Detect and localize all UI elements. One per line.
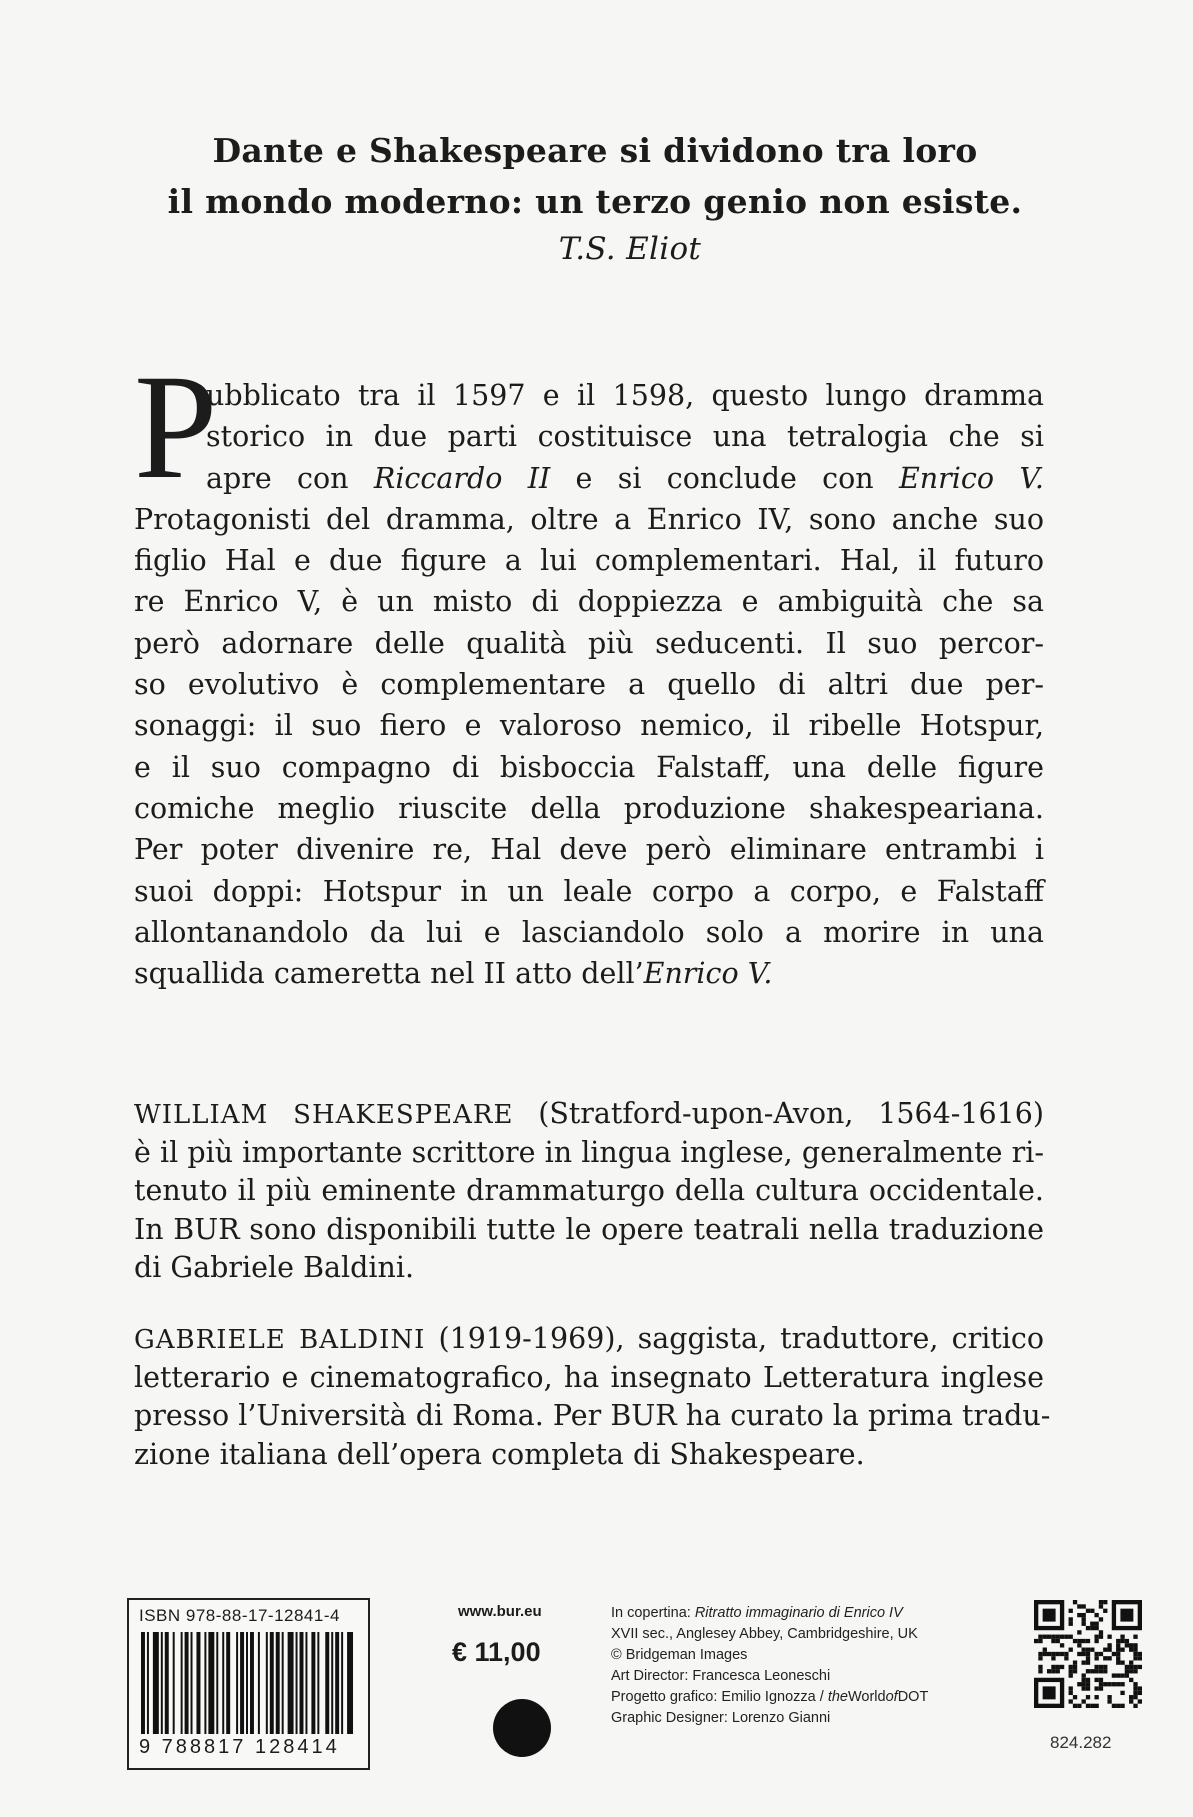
blurb-line: sonaggi: il suo fiero e valoroso nemico, il ribelle Hotspur,: [134, 709, 1044, 743]
publisher-website: www.bur.eu: [458, 1603, 542, 1620]
translator-bio-line: zione italiana dell’opera completa di Shakespeare.: [134, 1437, 865, 1471]
blurb-line: figlio Hal e due figure a lui complementari. Hal, il futuro: [134, 544, 1044, 578]
blurb-text: e si conclude con: [550, 461, 899, 495]
credit-graphic-designer: Graphic Designer: Lorenzo Gianni: [611, 1710, 831, 1726]
publisher-logo-icon: [493, 1699, 551, 1757]
credit-cover-title: Ritratto immaginario di Enrico IV: [694, 1605, 903, 1621]
translator-bio-line: letterario e cinematografico, ha insegnato Letteratura inglese: [134, 1360, 1044, 1394]
blurb-line: allontanandolo da lui e lasciandolo solo a morire in una: [134, 915, 1044, 949]
blurb-line: però adornare delle qualità più seducenti. Il suo percor-: [134, 626, 1044, 660]
blurb-line: suoi doppi: Hotspur in un leale corpo a corpo, e Falstaff: [134, 874, 1044, 908]
author-bio-line: (Stratford-upon-Avon, 1564-1616): [513, 1097, 1044, 1130]
isbn-barcode-box: [127, 1598, 370, 1770]
blurb-title-italic: Enrico V.: [898, 461, 1044, 495]
credit-design: [611, 1687, 928, 1708]
translator-bio-line: presso l’Università di Roma. Per BUR ha curato la prima tradu-: [134, 1399, 1051, 1432]
blurb-line: storico in due parti costituisce una tetralogia che si: [206, 420, 1044, 454]
epigraph-quote: [160, 125, 1030, 271]
credit-cover-line-3: © Bridgeman Images: [611, 1647, 748, 1663]
credit-cover-label: In copertina:: [611, 1605, 695, 1621]
epigraph-line-2: il mondo moderno: un terzo genio non esiste.: [167, 182, 1023, 221]
translator-bio: [134, 1320, 1051, 1474]
credit-art-director: Art Director: Francesca Leoneschi: [611, 1668, 831, 1684]
credit-studio-part: of: [885, 1689, 898, 1705]
blurb-title-italic: Riccardo II: [373, 461, 551, 495]
book-price: € 11,00: [452, 1637, 541, 1667]
cover-credits: [611, 1603, 928, 1729]
blurb-text: apre con: [206, 461, 374, 495]
blurb-line: [134, 458, 1044, 499]
credit-cover-line: [611, 1603, 928, 1624]
blurb-line: so evolutivo è complementare a quello di altri due per-: [134, 668, 1044, 702]
credit-design-prefix: Progetto grafico: Emilio Ignozza /: [611, 1689, 828, 1705]
blurb-title-italic: Enrico V.: [643, 957, 773, 991]
blurb-text: squallida cameretta nel II atto dell’: [134, 957, 644, 991]
blurb-line: Protagonisti del dramma, oltre a Enrico IV, sono anche suo: [134, 502, 1044, 536]
author-bio: [134, 1095, 1044, 1288]
credit-studio-part: DOT: [897, 1689, 929, 1705]
author-name: WILLIAM SHAKESPEARE: [134, 1100, 514, 1130]
book-blurb: [134, 375, 1044, 994]
author-bio-line: In BUR sono disponibili tutte le opere teatrali nella traduzione: [134, 1212, 1044, 1246]
blurb-line: comiche meglio riuscite della produzione shakespeariana.: [134, 791, 1044, 825]
blurb-line: [134, 953, 1044, 994]
author-bio-line: di Gabriele Baldini.: [134, 1251, 415, 1284]
credit-studio-part: the: [827, 1689, 848, 1705]
drop-cap: P: [134, 344, 218, 510]
epigraph-line-1: Dante e Shakespeare si dividono tra loro: [212, 131, 978, 170]
author-bio-line: è il più importante scrittore in lingua inglese, generalmente ri-: [134, 1135, 1044, 1169]
epigraph-author: T.S. Eliot: [558, 231, 702, 267]
blurb-line: re Enrico V, è un misto di doppiezza e ambiguità che sa: [134, 585, 1044, 619]
translator-bio-line: (1919-1969), saggista, traduttore, critico: [425, 1322, 1044, 1355]
ean-digits: 9 788817 128414: [139, 1736, 340, 1758]
translator-name: GABRIELE BALDINI: [134, 1325, 426, 1355]
blurb-line: Per poter divenire re, Hal deve però eliminare entrambi i: [134, 833, 1044, 867]
qr-caption: 824.282: [1050, 1733, 1112, 1752]
blurb-line: e il suo compagno di bisboccia Falstaff, una delle figure: [134, 750, 1044, 784]
author-bio-line: tenuto il più eminente drammaturgo della cultura occidentale.: [134, 1174, 1044, 1207]
credit-cover-line-2: XVII sec., Anglesey Abbey, Cambridgeshire, UK: [611, 1626, 918, 1642]
barcode-icon: [141, 1632, 355, 1734]
isbn-number: ISBN 978-88-17-12841-4: [139, 1606, 340, 1625]
qr-code-icon: [1034, 1600, 1142, 1708]
credit-studio-part: World: [847, 1689, 886, 1705]
blurb-line: ubblicato tra il 1597 e il 1598, questo lungo dramma: [206, 379, 1044, 412]
